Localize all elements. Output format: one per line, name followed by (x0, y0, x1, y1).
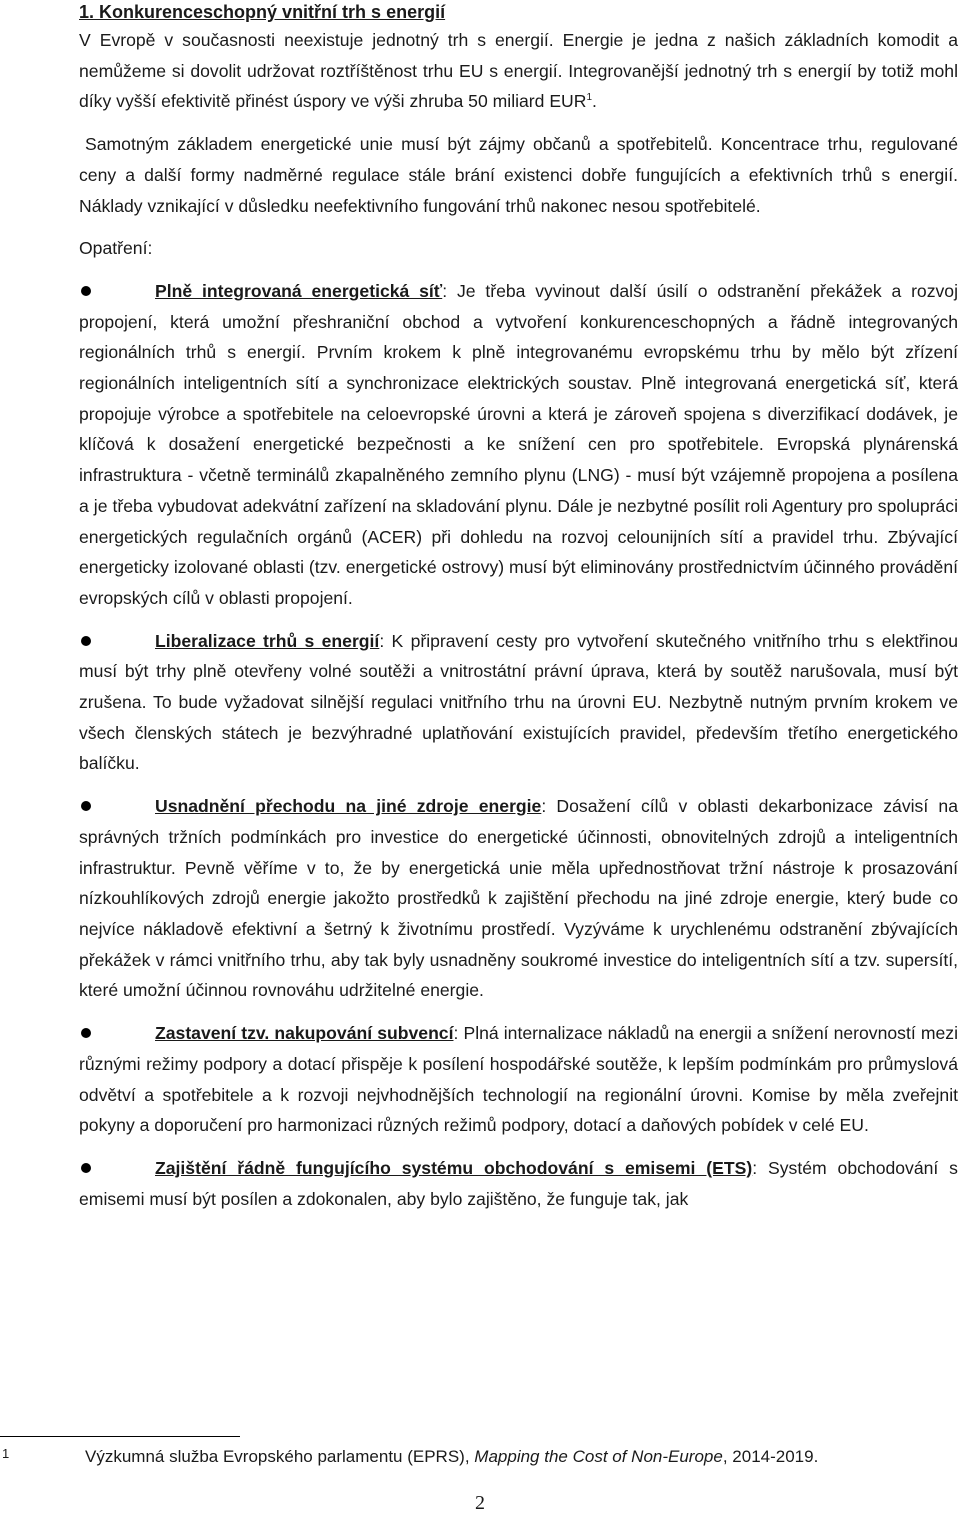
spacer (79, 1006, 958, 1018)
page-content (79, 0, 958, 1214)
section-heading: 1. Konkurenceschopný vnitřní trh s energií (79, 2, 446, 22)
footnote-separator (0, 1436, 240, 1437)
spacer (79, 264, 958, 276)
bullet-item-liberalization (79, 626, 958, 780)
bullet-icon (79, 791, 155, 822)
bullet-text: : Dosažení cílů v oblasti dekarbonizace závisí na správných tržních podmínkách pro investice do energetické účinnosti, obnovitelných zdrojů a inteligentních infrastruktur. Pevně věříme v to, že by energetická unie měla upřednostňovat tržní nástroje k prosazování nízkouhlíkových zdrojů energie jakožto prostředků k zajištění přechodu na jiné zdroje energie, který bude co nejvíce nákladově efektivní a šetrný k životnímu prostředí. Vyzýváme k urychlenému odstranění zbývajících překážek v rámci vnitřního trhu, aby tak byly usnadněny soukromé investice do inteligentních sítí a tzv. supersítí, které umožní účinnou rovnováhu udržitelné energie. (79, 796, 958, 1001)
spacer (79, 614, 958, 626)
bullet-icon (79, 1153, 155, 1184)
intro-paragraph-1 (79, 25, 958, 117)
spacer (79, 1141, 958, 1153)
page-number: 2 (475, 1492, 485, 1514)
bullet-text: : Systém obchodování s emisemi musí být posílen a zdokonalen, aby bylo zajištěno, že funguje tak, jak (79, 1157, 958, 1209)
footnote-mark: 1 (2, 1446, 10, 1461)
footnote-text-after: , 2014-2019. (722, 1447, 819, 1466)
bullet-item-integrated-grid (79, 276, 958, 614)
bullet-text: : Je třeba vyvinout další úsilí o odstranění překážek a rozvoj propojení, která umožní přeshraniční obchod a vytvoření konkurenceschopných a řádně integrovaných regionálních trhů s energií. Prvním krokem k plně integrovanému evropskému trhu by mělo být zřízení regionálních inteligentních sítí a synchronizace elektrických soustav. Plně integrovaná energetická síť, která propojuje výrobce a spotřebitele na celoevropské úrovni a která je zároveň spojena s diverzifikací dodávek, je klíčová k dosažení energetické bezpečnosti a ke snížení cen pro spotřebitele. Evropská plynárenská infrastruktura - včetně terminálů zkapalněného zemního plynu (LNG) - musí být vzájemně propojena a posílena a je třeba vybudovat adekvátní zařízení na skladování plynu. Dále je nezbytné posílit roli Agentury pro spolupráci energetických regulačních orgánů (ACER) při dohledu na rozvoj celounijních sítí a pravidel trhu. Zbývající energeticky izolované oblasti (tzv. energetické ostrovy) musí být eliminovány prostřednictvím účinného provádění evropských cílů v oblasti propojení. (79, 280, 959, 608)
footnote-reference[interactable]: 1 (586, 92, 593, 104)
spacer (79, 221, 958, 233)
bullet-term: Usnadnění přechodu na jiné zdroje energie (155, 796, 542, 817)
bullet-text: : Plná internalizace nákladů na energii a snížení nerovností mezi různými režimy podpory a dotací přispěje k posílení hospodářské soutěže, k lepším podmínkám pro průmyslová odvětví a spotřebitele a k rozvoji nejvhodnějších technologií na regionální úrovni. Komise by měla zveřejnit pokyny a doporučení pro harmonizaci různých režimů podpory, dotací a daňových pobídek v celé EU. (79, 1023, 958, 1136)
intro-paragraph-1-end: . (592, 91, 597, 112)
bullet-text: : K připravení cesty pro vytvoření skutečného vnitřního trhu s elektřinou musí být trhy plně otevřeny volné soutěži a vnitrostátní právní úprava, která by soutěž narušovala, musí být zrušena. To bude vyžadovat silnější regulaci vnitřního trhu na úrovni EU. Nezbytně nutným prvním krokem ve všech členských státech je bezvýhradné uplatňování existujících pravidel, především třetího energetického balíčku. (79, 630, 959, 774)
footnote-text (85, 1446, 818, 1468)
bullet-term: Zastavení tzv. nakupování subvencí (155, 1023, 454, 1044)
bullet-icon (79, 626, 155, 657)
bullet-term: Plně integrovaná energetická síť (155, 280, 443, 301)
bullet-term: Liberalizace trhů s energií (155, 630, 380, 651)
bullet-item-energy-transition (79, 791, 958, 1006)
bullet-icon (79, 276, 155, 307)
spacer (79, 779, 958, 791)
measures-label: Opatření: (79, 238, 153, 259)
spacer (79, 117, 958, 129)
footnote-cited-title: Mapping the Cost of Non-Europe (474, 1447, 723, 1466)
bullet-icon (79, 1018, 155, 1049)
bullet-item-subsidy-shopping (79, 1018, 958, 1141)
footnote-text-before: Výzkumná služba Evropského parlamentu (EPRS), (85, 1447, 475, 1466)
intro-paragraph-1-text: V Evropě v současnosti neexistuje jednotný trh s energií. Energie je jedna z našich základních komodit a nemůžeme si dovolit udržovat roztříštěnost trhu EU s energií. Integrovanější jednotný trh s energií by totiž mohl díky vyšší efektivitě přinést úspory ve výši zhruba 50 miliard EUR (79, 30, 958, 112)
bullet-term: Zajištění řádně fungujícího systému obchodování s emisemi (ETS) (155, 1157, 753, 1178)
intro-paragraph-2: Samotným základem energetické unie musí být zájmy občanů a spotřebitelů. Koncentrace trhu, regulované ceny a další formy nadměrné regulace stále brání existenci dobře fungujících a efektivních trhů s energií. Náklady vznikající v důsledku neefektivního fungování trhů nakonec nesou spotřebitelé. (79, 134, 958, 216)
bullet-item-ets (79, 1153, 958, 1214)
